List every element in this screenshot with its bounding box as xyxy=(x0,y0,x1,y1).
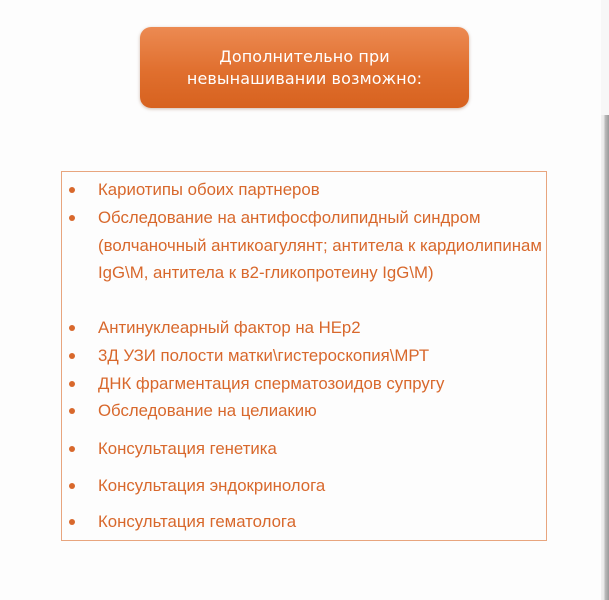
checklist-box xyxy=(61,171,547,541)
bullet-dot-icon xyxy=(69,408,75,414)
list-item xyxy=(98,314,543,342)
list-item-text: ДНК фрагментация сперматозоидов супругу xyxy=(98,374,445,393)
page-edge-top xyxy=(601,0,609,115)
bullet-dot-icon xyxy=(69,325,75,331)
list-item-text: Консультация эндокринолога xyxy=(98,476,326,495)
list-item-text: 3Д УЗИ полости матки\гистероскопия\МРТ xyxy=(98,346,430,365)
list-item xyxy=(98,176,543,204)
header-title: Дополнительно при невынашивании возможно: xyxy=(186,46,423,88)
list-item-text: Обследование на целиакию xyxy=(98,401,317,420)
list-item-text: Консультация гематолога xyxy=(98,512,297,531)
bullet-dot-icon xyxy=(69,519,75,525)
list-item xyxy=(98,370,543,398)
list-item-text: Консультация генетика xyxy=(98,439,277,458)
bullet-dot-icon xyxy=(69,215,75,221)
bullet-dot-icon xyxy=(69,446,75,452)
list-item xyxy=(98,508,543,536)
bullet-dot-icon xyxy=(69,187,75,193)
bullet-dot-icon xyxy=(69,483,75,489)
list-item xyxy=(98,204,543,287)
bullet-dot-icon xyxy=(69,381,75,387)
header-callout xyxy=(140,27,469,108)
list-item-text: Антинуклеарный фактор на НЕр2 xyxy=(98,318,361,337)
list-item xyxy=(98,472,543,500)
list-item xyxy=(98,342,543,370)
list-item xyxy=(98,435,543,463)
list-item xyxy=(98,397,543,425)
list-item-text: Обследование на антифосфолипидный синдром (волчаночный антикоагулянт; антитела к кардиолипинам IgG\M, антитела к в2-гликопротеину IgG\M) xyxy=(98,208,542,282)
bullet-dot-icon xyxy=(69,353,75,359)
list-item-text: Кариотипы обоих партнеров xyxy=(98,180,320,199)
